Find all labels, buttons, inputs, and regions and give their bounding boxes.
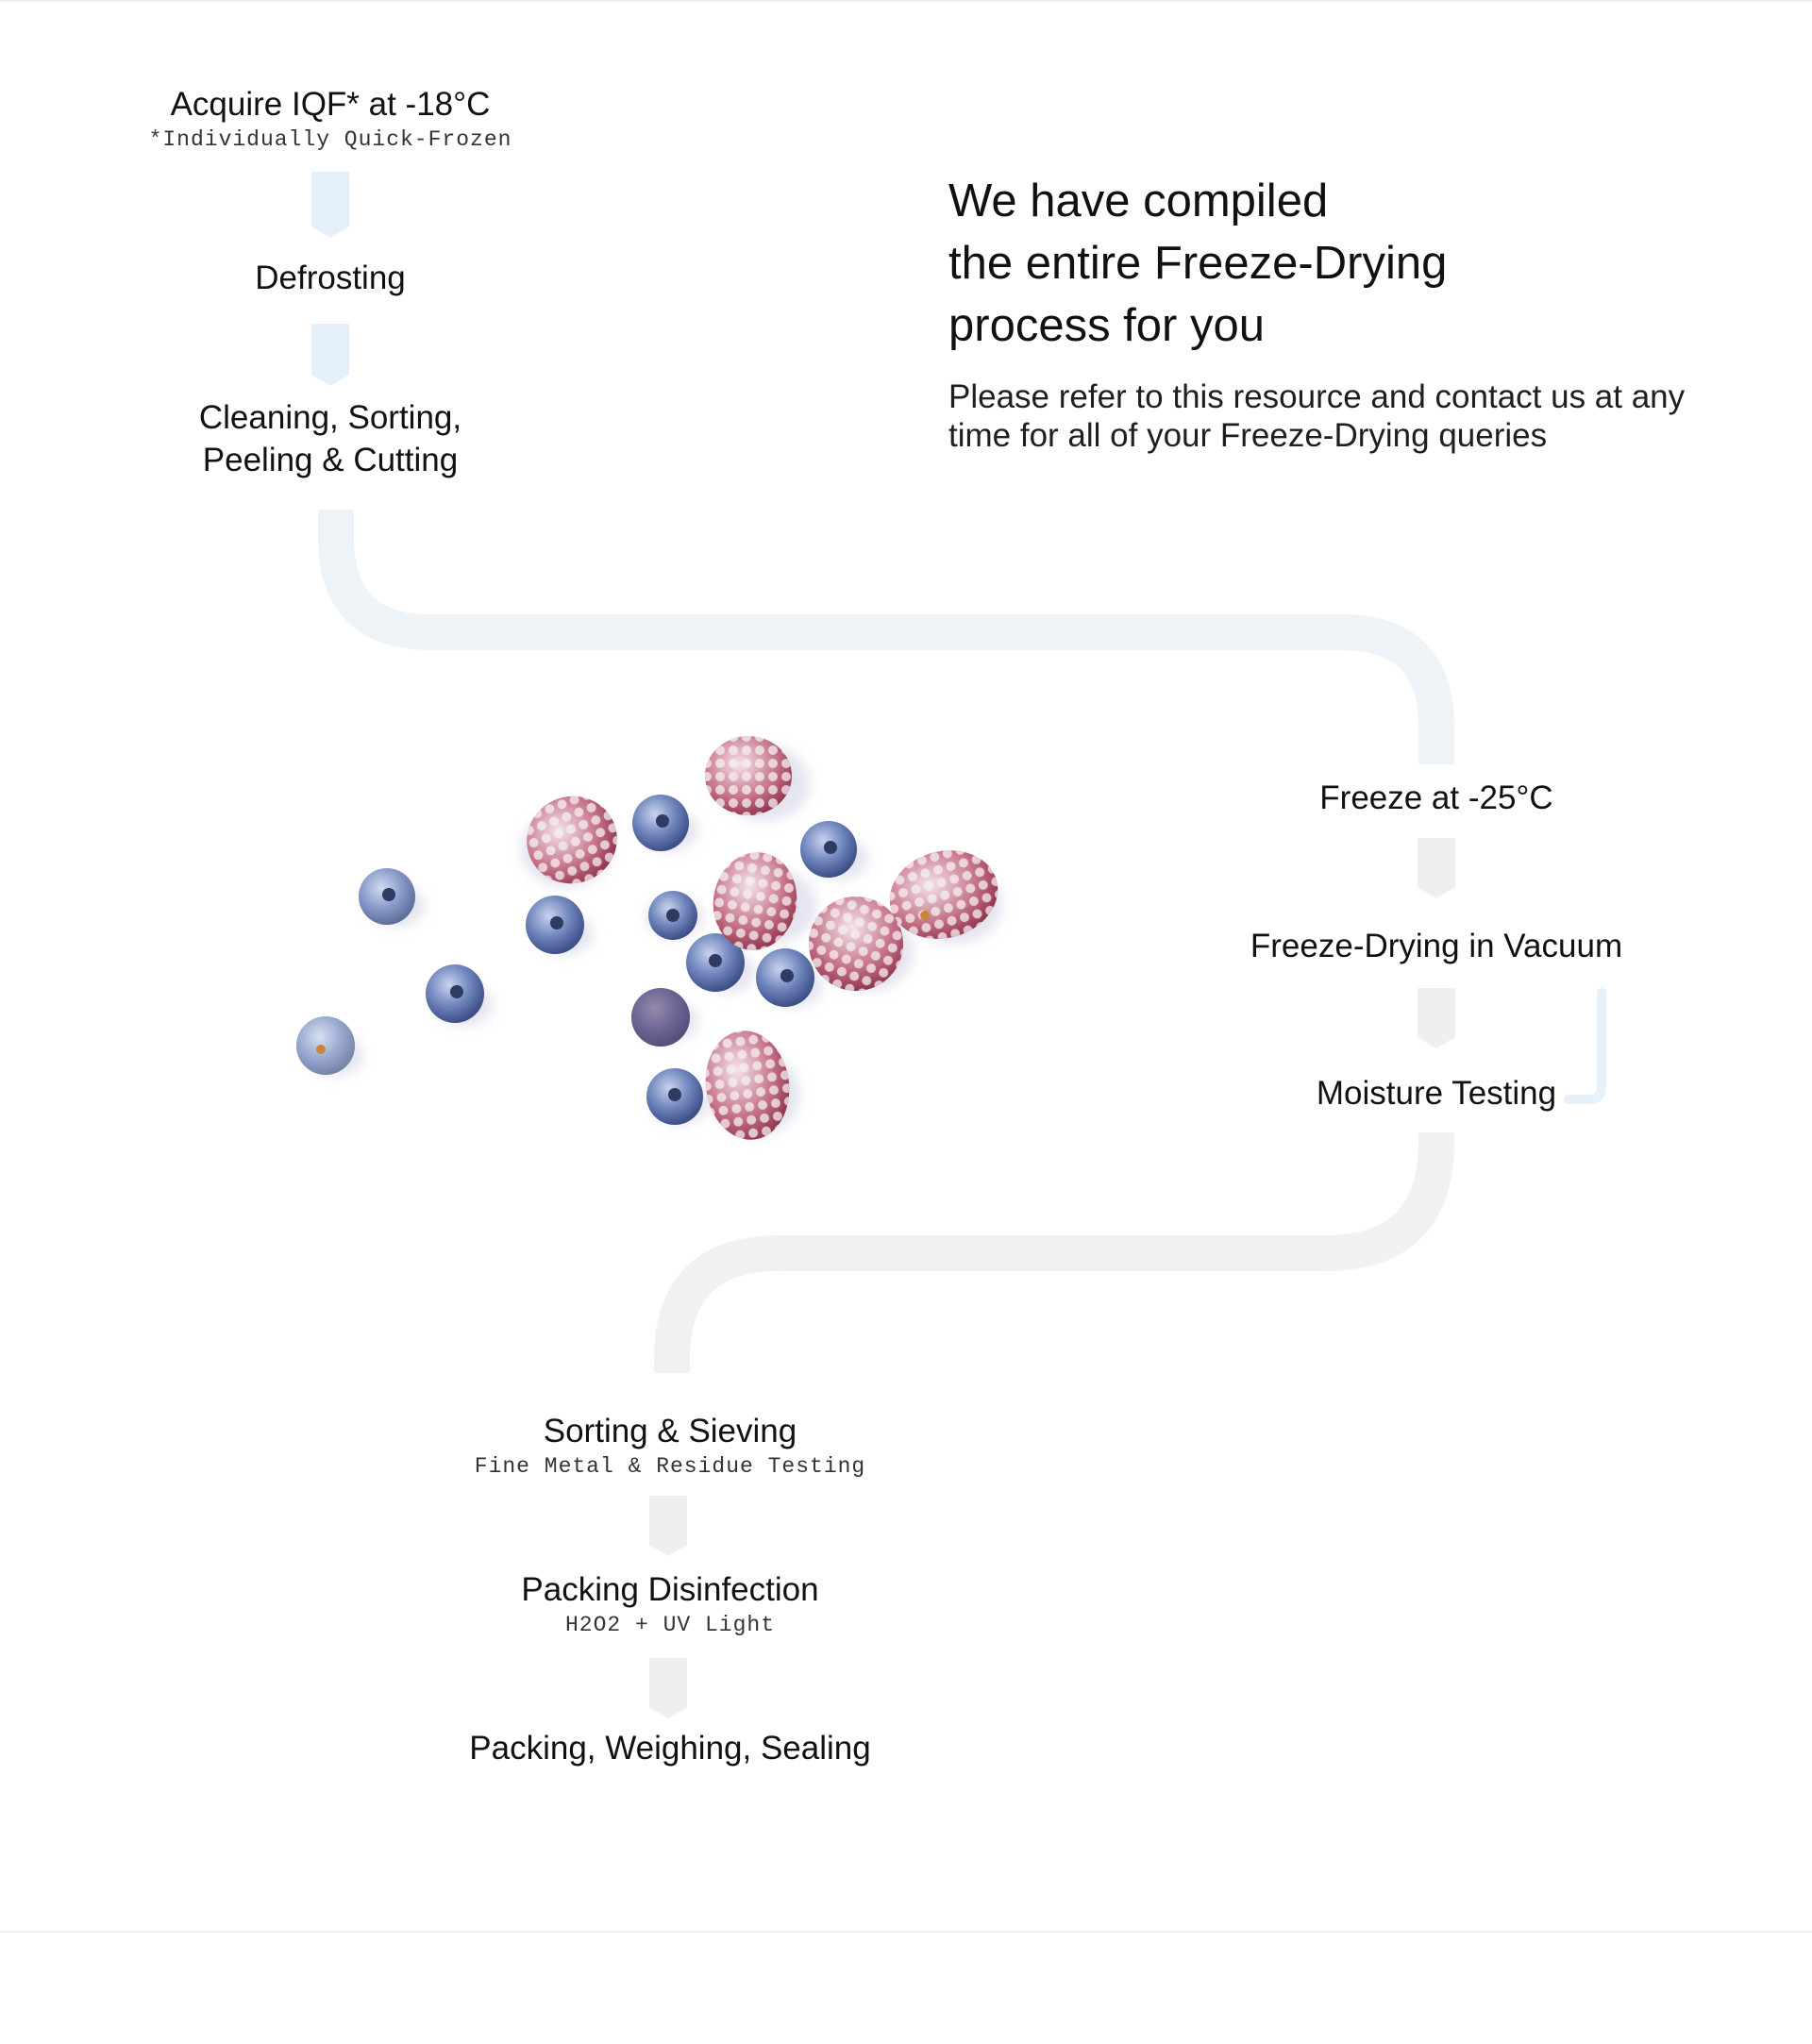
step-title: Sorting & Sieving (543, 1413, 797, 1449)
blueberry (426, 964, 484, 1023)
step-freeze (1248, 777, 1625, 819)
intro-heading-line: process for you (948, 300, 1265, 351)
arrow-down-icon (311, 324, 349, 386)
arrow-down-icon (1418, 988, 1455, 1048)
raspberry (514, 783, 629, 896)
blueberry (646, 1068, 703, 1125)
arrow-down-icon (1418, 838, 1455, 898)
step-subtitle: *Individually Quick-Frozen (148, 127, 512, 152)
step-sorting-sieving (462, 1410, 878, 1479)
step-title: Packing, Weighing, Sealing (469, 1730, 871, 1767)
step-title-line: Peeling & Cutting (202, 442, 459, 478)
step-title: Packing Disinfection (521, 1571, 819, 1608)
step-packing-disinfection (481, 1568, 859, 1637)
arrow-down-icon (649, 1496, 687, 1556)
arrow-down-icon (311, 172, 349, 238)
step-title-line: Cleaning, Sorting, (198, 399, 462, 436)
blueberry (632, 795, 689, 851)
raspberry (705, 736, 792, 815)
step-freeze-drying-vacuum (1200, 925, 1672, 967)
intro-body: Please refer to this resource and contact us at any time for all of your Freeze-Drying queries (948, 378, 1686, 454)
step-title: Moisture Testing (1316, 1075, 1557, 1112)
blueberry (800, 821, 857, 878)
step-moisture-testing (1248, 1072, 1625, 1114)
intro-heading (948, 170, 1722, 357)
frozen-berries-photo (264, 717, 1095, 1189)
step-title: Freeze-Drying in Vacuum (1250, 928, 1623, 964)
step-subtitle: Fine Metal & Residue Testing (474, 1454, 866, 1479)
arrow-down-icon (649, 1658, 687, 1718)
step-packing-weighing-sealing (434, 1727, 906, 1769)
intro-heading-line: the entire Freeze-Drying (948, 238, 1448, 289)
bottom-divider (0, 1931, 1812, 1933)
step-subtitle: H2O2 + UV Light (564, 1613, 776, 1637)
blueberry (296, 1016, 355, 1075)
blueberry (526, 896, 584, 954)
step-title: Freeze at -25°C (1319, 779, 1553, 816)
blueberry (648, 891, 697, 940)
intro-heading-line: We have compiled (948, 176, 1329, 226)
step-cleaning-sorting (142, 396, 519, 481)
intro-block (948, 170, 1722, 455)
step-defrosting (142, 257, 519, 299)
step-title: Acquire IQF* at -18°C (170, 86, 491, 123)
blueberry (359, 868, 415, 925)
step-title: Defrosting (255, 260, 406, 296)
blueberry (756, 948, 814, 1007)
step-acquire-iqf (123, 83, 538, 152)
blueberry (631, 988, 690, 1047)
